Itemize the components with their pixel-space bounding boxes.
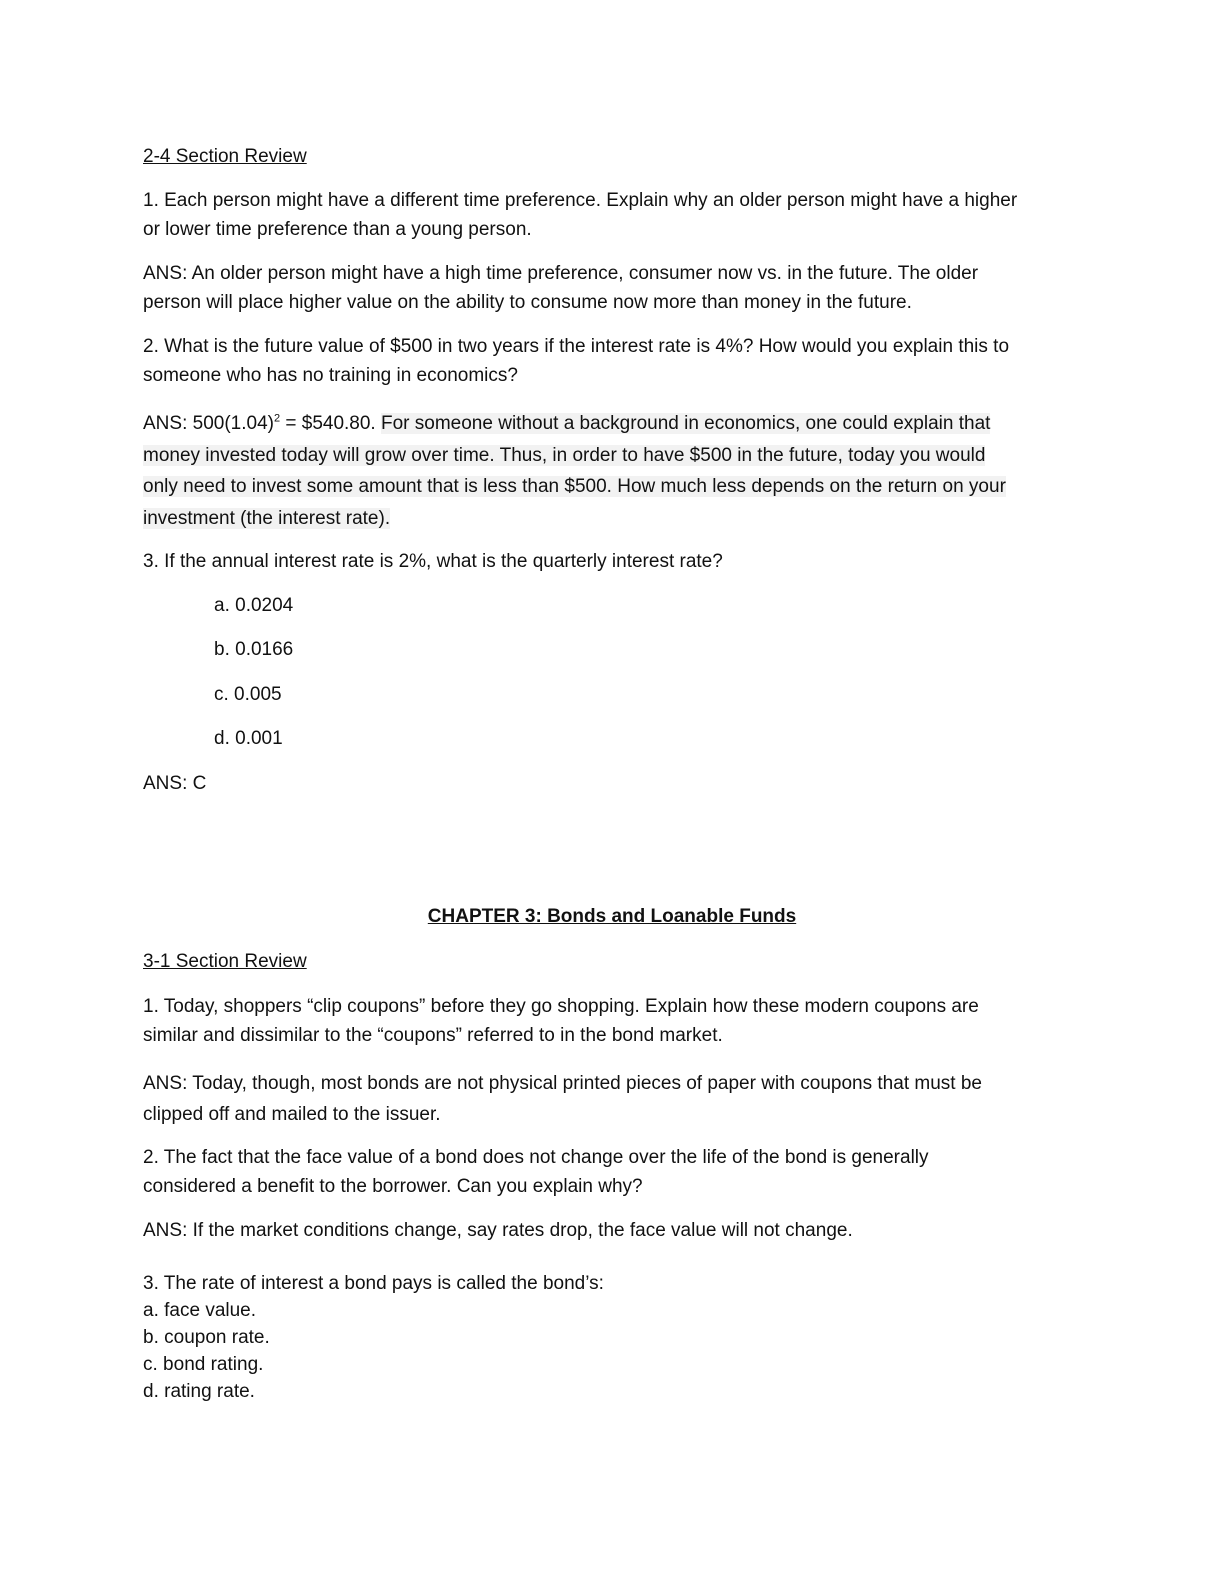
answer-2-line-3 [143,472,1006,501]
ch3-answer-1-line-2: clipped off and mailed to the issuer. [143,1104,441,1125]
ch3-question-3: 3. The rate of interest a bond pays is called the bond’s: [143,1273,604,1294]
section-heading-3-1: 3-1 Section Review [143,951,307,972]
ch3-question-3-option-a: a. face value. [143,1300,257,1321]
answer-2-line-4-text: investment (the interest rate). [143,508,391,529]
answer-2-result: = $540.80. [280,413,381,434]
answer-1-line-2: person will place higher value on the ability to consume now more than money in the future. [143,292,912,313]
ch3-question-2-line-1: 2. The fact that the face value of a bond does not change over the life of the bond is generally [143,1147,929,1168]
question-3-option-b: b. 0.0166 [214,639,294,660]
answer-2-line-2 [143,441,985,470]
question-1-line-1: 1. Each person might have a different time preference. Explain why an older person might have a higher [143,190,1018,211]
question-3-option-d: d. 0.001 [214,728,283,749]
question-2-line-2: someone who has no training in economics? [143,365,518,386]
answer-2-line-2-text: money invested today will grow over time. Thus, in order to have $500 in the future, today you would [143,445,986,466]
question-1-line-2: or lower time preference than a young person. [143,219,532,240]
answer-2-explanation-start: For someone without a background in economics, one could explain that [381,413,991,434]
answer-2-line-3-text: only need to invest some amount that is less than $500. How much less depends on the return on your [143,476,1006,497]
question-3-answer: ANS: C [143,773,207,794]
ch3-question-3-option-b: b. coupon rate. [143,1327,270,1348]
ch3-question-1-line-1: 1. Today, shoppers “clip coupons” before they go shopping. Explain how these modern coupons are [143,996,979,1017]
question-3-option-a: a. 0.0204 [214,595,294,616]
chapter-title-text: CHAPTER 3: Bonds and Loanable Funds [427,906,797,927]
ch3-question-3-option-c: c. bond rating. [143,1354,264,1375]
question-3-option-c: c. 0.005 [214,684,282,705]
question-3: 3. If the annual interest rate is 2%, what is the quarterly interest rate? [143,551,723,572]
answer-2-line-1 [143,409,990,438]
ch3-answer-1-line-1: ANS: Today, though, most bonds are not physical printed pieces of paper with coupons that must be [143,1073,982,1094]
ch3-question-1-line-2: similar and dissimilar to the “coupons” referred to in the bond market. [143,1025,723,1046]
ch3-question-2-line-2: considered a benefit to the borrower. Can you explain why? [143,1176,643,1197]
answer-1-line-1: ANS: An older person might have a high time preference, consumer now vs. in the future. The older [143,263,979,284]
ch3-answer-2: ANS: If the market conditions change, say rates drop, the face value will not change. [143,1220,853,1241]
chapter-title [0,902,1224,931]
answer-2-formula: ANS: 500(1.04) [143,413,274,434]
question-2-line-1: 2. What is the future value of $500 in two years if the interest rate is 4%? How would you explain this to [143,336,1010,357]
ch3-question-3-option-d: d. rating rate. [143,1381,255,1402]
section-heading-2-4: 2-4 Section Review [143,146,307,167]
answer-2-exponent: 2 [273,412,281,425]
answer-2-line-4 [143,504,390,533]
